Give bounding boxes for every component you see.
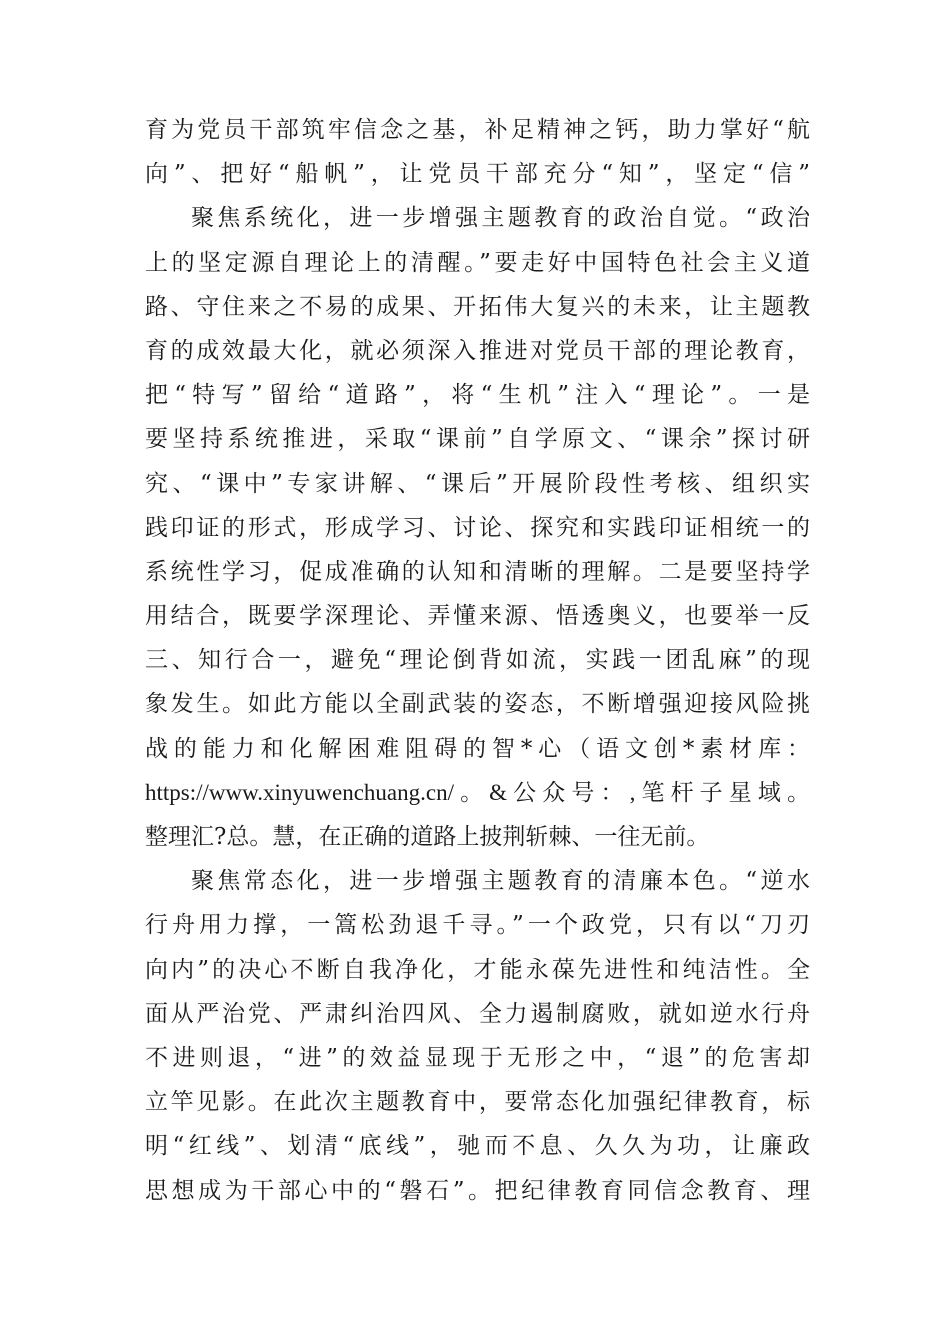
text-line: 象发生。如此方能以全副武装的姿态，不断增强迎接风险挑: [145, 691, 810, 718]
text-line: 育的成效最大化，就必须深入推进对党员干部的理论教育，: [145, 337, 810, 364]
text-line: 战的能力和化解困难阻碍的智*心（语文创*素材库：: [145, 735, 810, 762]
text-line: 践印证的形式，形成学习、讨论、探究和实践印证相统一的: [145, 514, 810, 541]
text-line: 面从严治党、严肃纠治四风、全力遏制腐败，就如逆水行舟: [145, 1000, 810, 1027]
text-line: 向内”的决心不断自我净化，才能永葆先进性和纯洁性。全: [145, 956, 810, 983]
text-line: 系统性学习，促成准确的认知和清晰的理解。二是要坚持学: [145, 558, 810, 585]
text-line: 上的坚定源自理论上的清醒。”要走好中国特色社会主义道: [145, 249, 810, 276]
paragraph-first-line: 聚焦系统化，进一步增强主题教育的政治自觉。“政治: [191, 205, 810, 232]
text-line: 明“红线”、划清“底线”，驰而不息、久久为功，让廉政: [145, 1133, 810, 1160]
text-line: 不进则退，“进”的效益显现于无形之中，“退”的危害却: [145, 1044, 810, 1071]
text-line: 行舟用力撑，一篙松劲退千寻。”一个政党，只有以“刀刃: [145, 912, 810, 939]
text-line: 育为党员干部筑牢信念之基，补足精神之钙，助力掌好“航: [145, 117, 810, 143]
text-line: 立竿见影。在此次主题教育中，要常态化加强纪律教育，标: [145, 1089, 810, 1116]
text-line: 向”、把好“船帆”，让党员干部充分“知”，坚定“信”: [145, 161, 810, 188]
text-line: 思想成为干部心中的“磐石”。把纪律教育同信念教育、理: [145, 1177, 810, 1204]
paragraph-first-line: 聚焦常态化，进一步增强主题教育的清廉本色。“逆水: [191, 868, 810, 895]
text-line: 把“特写”留给“道路”，将“生机”注入“理论”。一是: [145, 382, 810, 409]
text-line: 三、知行合一，避免“理论倒背如流，实践一团乱麻”的现: [145, 647, 810, 674]
text-line: 整理汇?总。慧，在正确的道路上披荆斩棘、一往无前。: [145, 824, 710, 850]
text-line: 要坚持系统推进，采取“课前”自学原文、“课余”探讨研: [145, 426, 810, 453]
text-line: 路、守住来之不易的成果、开拓伟大复兴的未来，让主题教: [145, 293, 810, 320]
text-line: 究、“课中”专家讲解、“课后”开展阶段性考核、组织实: [145, 470, 810, 497]
document-body: [145, 108, 810, 1213]
text-line: 用结合，既要学深理论、弄懂来源、悟透奥义，也要举一反: [145, 603, 810, 630]
url-text-line: https://www.xinyuwenchuang.cn/。&公众号：,笔杆子星域。: [145, 779, 810, 805]
